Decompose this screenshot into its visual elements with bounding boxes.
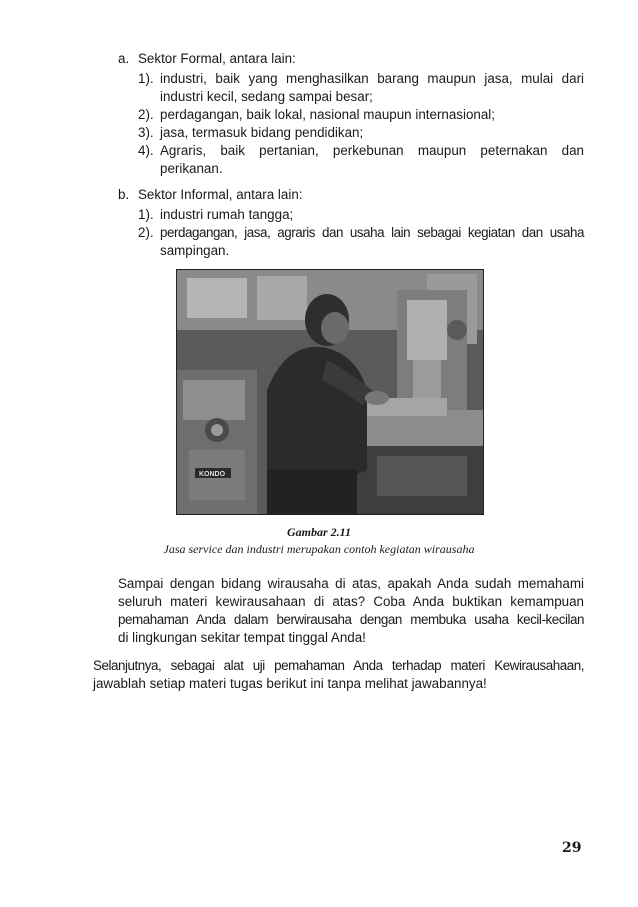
section-a-item-1-line-2: industri kecil, sedang sampai besar; (160, 89, 373, 104)
figure-photo (176, 269, 484, 515)
paragraph-2-line-2: jawablah setiap materi tugas berikut ini tanpa melihat jawabannya! (93, 676, 487, 691)
section-a-item-4-line-2: perikanan. (160, 161, 223, 176)
paragraph-2-line-1: Selanjutnya, sebagai alat uji pemahaman Anda terhadap materi Kewirausahaan, (93, 658, 584, 673)
section-a-item-3-line-1: jasa, termasuk bidang pendidikan; (160, 125, 364, 140)
workshop-photo-illustration (177, 270, 483, 514)
section-a-item-2-marker: 2). (138, 107, 154, 122)
section-a-item-1-line-1: industri, baik yang menghasilkan barang maupun jasa, mulai dari (160, 71, 584, 86)
section-b-item-2-line-2: sampingan. (160, 243, 230, 258)
section-a-item-4-marker: 4). (138, 143, 154, 158)
section-a-marker: a. (118, 51, 130, 66)
figure-label: Gambar 2.11 (286, 525, 351, 539)
machine-label: KONDO (199, 471, 226, 478)
section-b-marker: b. (118, 187, 130, 202)
section-b-item-2-marker: 2). (138, 225, 154, 240)
section-b-item-1-line-1: industri rumah tangga; (160, 207, 294, 222)
section-a-item-1-marker: 1). (138, 71, 154, 86)
page-number: 29 (562, 840, 582, 856)
figure-caption: Jasa service dan industri merupakan contoh kegiatan wirausaha (163, 542, 475, 556)
section-b-heading: Sektor Informal, antara lain: (138, 187, 303, 202)
paragraph-1-line-2: seluruh materi kewirausahaan di atas? Coba Anda buktikan kemampuan (118, 594, 584, 609)
section-a-item-3-marker: 3). (138, 125, 154, 140)
section-b-item-1-marker: 1). (138, 207, 154, 222)
section-a-heading: Sektor Formal, antara lain: (138, 51, 296, 66)
paragraph-1-line-4: di lingkungan sekitar tempat tinggal Anda! (118, 630, 366, 645)
paragraph-1-line-3: pemahaman Anda dalam berwirausaha dengan membuka usaha kecil-kecilan (118, 612, 584, 627)
paragraph-1-line-1: Sampai dengan bidang wirausaha di atas, apakah Anda sudah memahami (118, 576, 584, 591)
section-a-item-4-line-1: Agraris, baik pertanian, perkebunan maupun peternakan dan (160, 143, 584, 158)
section-a-item-2-line-1: perdagangan, baik lokal, nasional maupun internasional; (160, 107, 496, 122)
section-b-item-2-line-1: perdagangan, jasa, agraris dan usaha lain sebagai kegiatan dan usaha (160, 225, 584, 240)
